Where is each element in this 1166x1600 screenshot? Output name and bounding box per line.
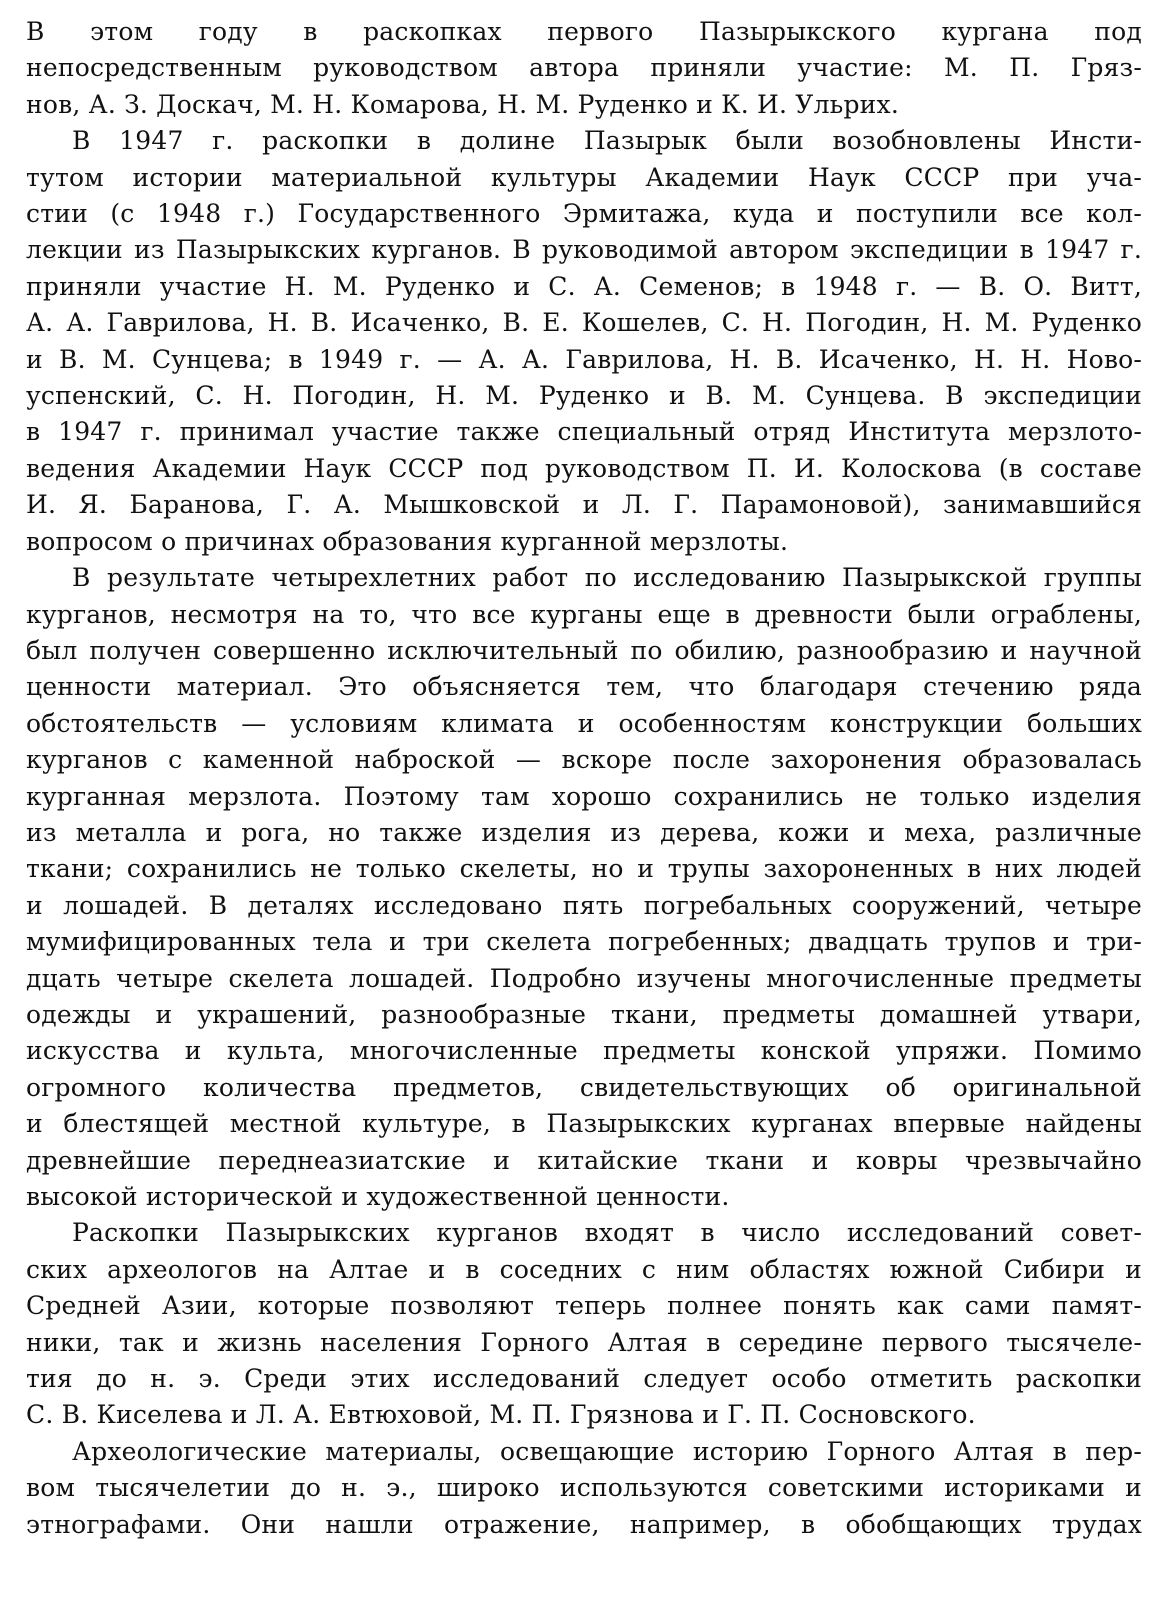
text-line: ники, так и жизнь населения Горного Алтая в середине первого тысячеле- [26,1327,1142,1357]
text-line: Археологические материалы, освещающие историю Горного Алтая в пер- [72,1436,1142,1466]
text-line: одежды и украшений, разнообразные ткани, предметы домашней утвари, [26,999,1142,1029]
text-line: был получен совершенно исключительный по обилию, разнообразию и научной [26,635,1142,665]
text-line: В 1947 г. раскопки в долине Пазырык были возобновлены Инсти- [72,126,1142,156]
text-line: В результате четырехлетних работ по исследованию Пазырыкской группы [72,563,1142,593]
text-line: искусства и культа, многочисленные предметы конской упряжи. Помимо [26,1036,1142,1066]
page-text [26,14,1142,1543]
text-line: курганов, несмотря на то, что все курганы еще в древности были ограблены, [26,599,1142,629]
text-line: вопросом о причинах образования курганной мерзлоты. [26,526,789,556]
text-line: стии (с 1948 г.) Государственного Эрмитажа, куда и поступили все кол- [26,199,1142,229]
text-line: мумифицированных тела и три скелета погребенных; двадцать трупов и три- [26,927,1142,957]
text-line: высокой исторической и художественной ценности. [26,1182,730,1211]
text-line: и лошадей. В деталях исследовано пять погребальных сооружений, четыре [26,890,1142,920]
text-line: в 1947 г. принимал участие также специальный отряд Института мерзлото- [26,417,1142,447]
text-line: из металла и рога, но также изделия из дерева, кожи и меха, различные [26,817,1142,847]
text-line: ценности материал. Это объясняется тем, что благодаря стечению ряда [26,672,1142,702]
text-line: Раскопки Пазырыкских курганов входят в число исследований совет- [72,1218,1142,1248]
text-line: дцать четыре скелета лошадей. Подробно изучены многочисленные предметы [26,963,1142,993]
text-line: ткани; сохранились не только скелеты, но и трупы захороненных в них людей [26,854,1142,884]
paragraph-results [26,560,1142,1215]
text-line: успенский, С. Н. Погодин, Н. М. Руденко и В. М. Сунцева. В экспедиции [26,381,1142,411]
text-line: тутом истории материальной культуры Академии Наук СССР при уча- [26,162,1142,192]
paragraph-soviet-archaeology [26,1215,1142,1433]
paragraph-excavations-1947 [26,123,1142,560]
text-line: вом тысячелетии до н. э., широко используются советскими историками и [26,1473,1142,1503]
text-line: огромного количества предметов, свидетельствующих об оригинальной [26,1072,1142,1102]
text-line: тия до н. э. Среди этих исследований следует особо отметить раскопки [26,1364,1142,1394]
text-line: ведения Академии Наук СССР под руководством П. И. Колоскова (в составе [26,453,1142,483]
text-line: и В. М. Сунцева; в 1949 г. — А. А. Гаврилова, Н. В. Исаченко, Н. Н. Ново- [26,344,1142,374]
text-line: этнографами. Они нашли отражение, например, в обобщающих трудах [26,1509,1142,1539]
text-line: непосредственным руководством автора приняли участие: М. П. Гряз- [26,53,1142,83]
text-line: А. А. Гаврилова, Н. В. Исаченко, В. Е. Кошелев, С. Н. Погодин, Н. М. Руденко [26,308,1142,338]
text-line: курганов с каменной наброской — вскоре после захоронения образовалась [26,745,1142,775]
text-line: приняли участие Н. М. Руденко и С. А. Семенов; в 1948 г. — В. О. Витт, [26,271,1142,301]
text-line: В этом году в раскопках первого Пазырыкского кургана под [26,17,1142,46]
text-line: обстоятельств — условиям климата и особенностям конструкции больших [26,708,1142,738]
text-line: курганная мерзлота. Поэтому там хорошо сохранились не только изделия [26,781,1142,811]
text-line: и блестящей местной культуре, в Пазырыкских курганах впервые найдены [26,1109,1142,1139]
text-line: И. Я. Баранова, Г. А. Мышковской и Л. Г. Парамоновой), занимавшийся [26,490,1142,520]
paragraph-materials [26,1434,1142,1543]
paragraph-participants-1929 [26,14,1142,123]
text-line: ских археологов на Алтае и в соседних с ним областях южной Сибири и [26,1254,1142,1284]
text-line: Средней Азии, которые позволяют теперь полнее понять как сами памят- [26,1291,1142,1321]
text-line: лекции из Пазырыкских курганов. В руководимой автором экспедиции в 1947 г. [26,235,1142,265]
text-line: С. В. Киселева и Л. А. Евтюховой, М. П. Грязнова и Г. П. Сосновского. [26,1400,976,1430]
text-line: древнейшие переднеазиатские и китайские ткани и ковры чрезвычайно [26,1145,1142,1175]
text-line: нов, А. З. Доскач, М. Н. Комарова, Н. М. Руденко и К. И. Ульрих. [26,89,899,119]
